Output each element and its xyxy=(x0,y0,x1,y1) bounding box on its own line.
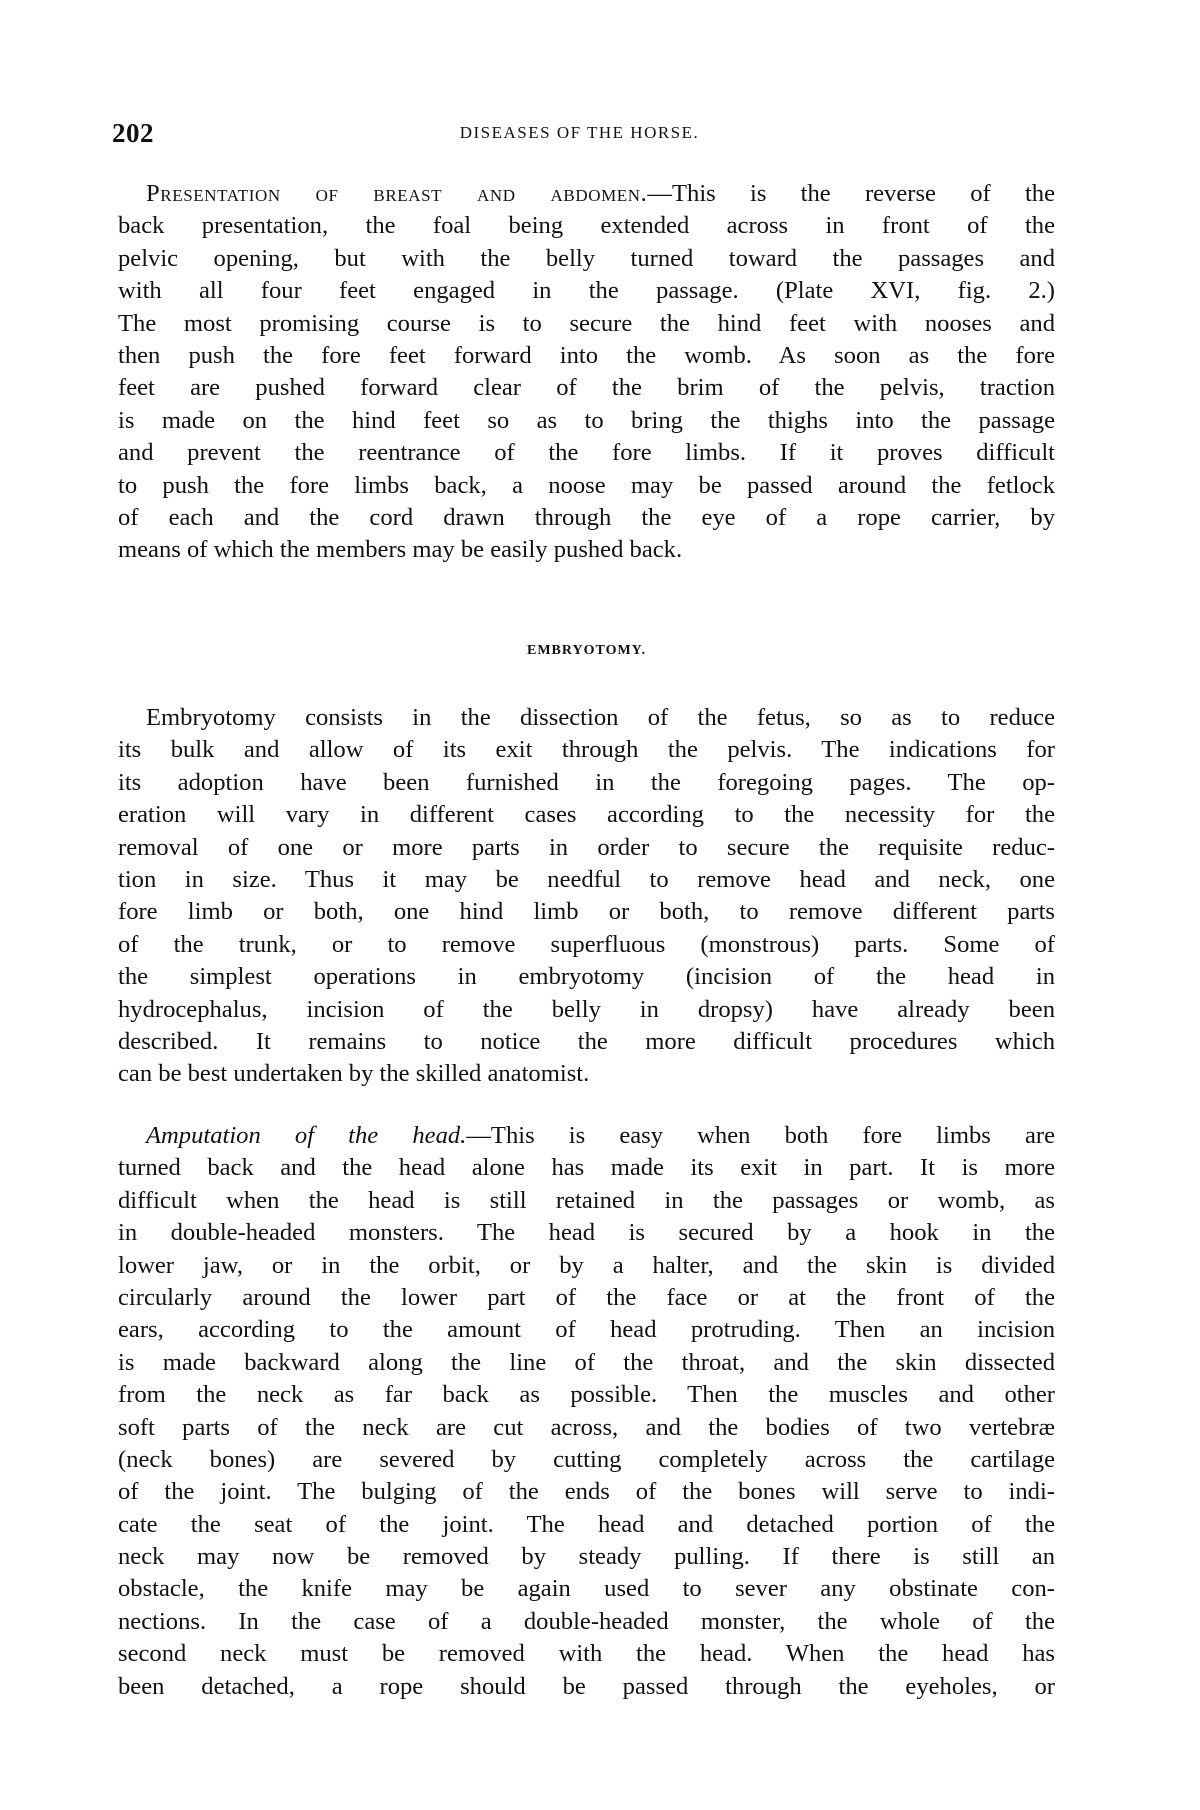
text-line: obstacle, the knife may be again used to sever any obstinate con- xyxy=(118,1575,1055,1603)
text-line: hydrocephalus, incision of the belly in dropsy) have already been xyxy=(118,995,1055,1023)
text-line: cate the seat of the joint. The head and detached portion of the xyxy=(118,1510,1055,1538)
text-line: second neck must be removed with the head. When the head has xyxy=(118,1640,1055,1668)
text-line: can be best undertaken by the skilled anatomist. xyxy=(118,1060,590,1088)
text-line: from the neck as far back as possible. Then the muscles and other xyxy=(118,1381,1055,1409)
text-line: turned back and the head alone has made its exit in part. It is more xyxy=(118,1154,1055,1182)
text-line: of the joint. The bulging of the ends of the bones will serve to indi- xyxy=(118,1478,1055,1506)
text-line: neck may now be removed by steady pulling. If there is still an xyxy=(118,1543,1055,1571)
text-line: is made on the hind feet so as to bring the thighs into the passage xyxy=(118,406,1055,434)
text-line: nections. In the case of a double-headed monster, the whole of the xyxy=(118,1607,1055,1635)
text-line: described. It remains to notice the more difficult procedures which xyxy=(118,1027,1055,1055)
text-line: is made backward along the line of the throat, and the skin dissected xyxy=(118,1348,1055,1376)
paragraph-run-in-heading: Amputation of the head. xyxy=(146,1122,467,1149)
text-line: eration will vary in different cases according to the necessity for the xyxy=(118,801,1055,829)
page-number: 202 xyxy=(112,118,154,148)
paragraph-breast-abdomen xyxy=(118,178,1055,567)
running-title: DISEASES OF THE HORSE. xyxy=(459,123,700,142)
text-line: then push the fore feet forward into the womb. As soon as the fore xyxy=(118,341,1055,369)
text-line: its adoption have been furnished in the foregoing pages. The op- xyxy=(118,768,1055,796)
paragraph-run-in-heading: Presentation of breast and abdomen. xyxy=(146,180,648,207)
paragraph-embryotomy xyxy=(118,702,1055,1091)
text-line: to push the fore limbs back, a noose may be passed around the fetlock xyxy=(118,471,1055,499)
text-line: Presentation of breast and abdomen.—This is the reverse of the xyxy=(146,180,1055,207)
text-line: pelvic opening, but with the belly turned toward the passages and xyxy=(118,244,1055,272)
text-line: of each and the cord drawn through the eye of a rope carrier, by xyxy=(118,503,1055,531)
text-line: and prevent the reentrance of the fore limbs. If it proves difficult xyxy=(118,439,1055,467)
text-line: feet are pushed forward clear of the brim of the pelvis, traction xyxy=(118,374,1055,402)
text-line: Amputation of the head.—This is easy when both fore limbs are xyxy=(146,1122,1056,1149)
text-line: difficult when the head is still retained in the passages or womb, as xyxy=(118,1186,1055,1214)
text-line: the simplest operations in embryotomy (incision of the head in xyxy=(118,963,1055,991)
text-line: circularly around the lower part of the face or at the front of the xyxy=(118,1283,1055,1311)
text-line: fore limb or both, one hind limb or both, to remove different parts xyxy=(118,898,1055,926)
text-line: lower jaw, or in the orbit, or by a halter, and the skin is divided xyxy=(118,1251,1055,1279)
text-line: means of which the members may be easily pushed back. xyxy=(118,536,683,564)
text-line: soft parts of the neck are cut across, and the bodies of two vertebræ xyxy=(118,1413,1055,1441)
text-line: The most promising course is to secure the hind feet with nooses and xyxy=(118,309,1055,337)
paragraph-amputation-head xyxy=(118,1120,1055,1703)
text-line: ears, according to the amount of head protruding. Then an incision xyxy=(118,1316,1055,1344)
text-line: removal of one or more parts in order to secure the requisite reduc- xyxy=(118,833,1055,861)
text-line: back presentation, the foal being extended across in front of the xyxy=(118,212,1055,240)
text-line: been detached, a rope should be passed through the eyeholes, or xyxy=(118,1672,1055,1700)
text-line: (neck bones) are severed by cutting completely across the cartilage xyxy=(118,1445,1055,1473)
running-head xyxy=(112,118,1047,152)
text-line: with all four feet engaged in the passage. (Plate XVI, fig. 2.) xyxy=(118,277,1055,305)
text-line: in double-headed monsters. The head is secured by a hook in the xyxy=(118,1219,1055,1247)
section-heading-embryotomy: EMBRYOTOMY. xyxy=(526,643,647,658)
text-line: Embryotomy consists in the dissection of the fetus, so as to reduce xyxy=(146,704,1055,731)
text-line: tion in size. Thus it may be needful to remove head and neck, one xyxy=(118,865,1055,893)
text-line: its bulk and allow of its exit through the pelvis. The indications for xyxy=(118,736,1055,764)
text-line: of the trunk, or to remove superfluous (monstrous) parts. Some of xyxy=(118,930,1055,958)
